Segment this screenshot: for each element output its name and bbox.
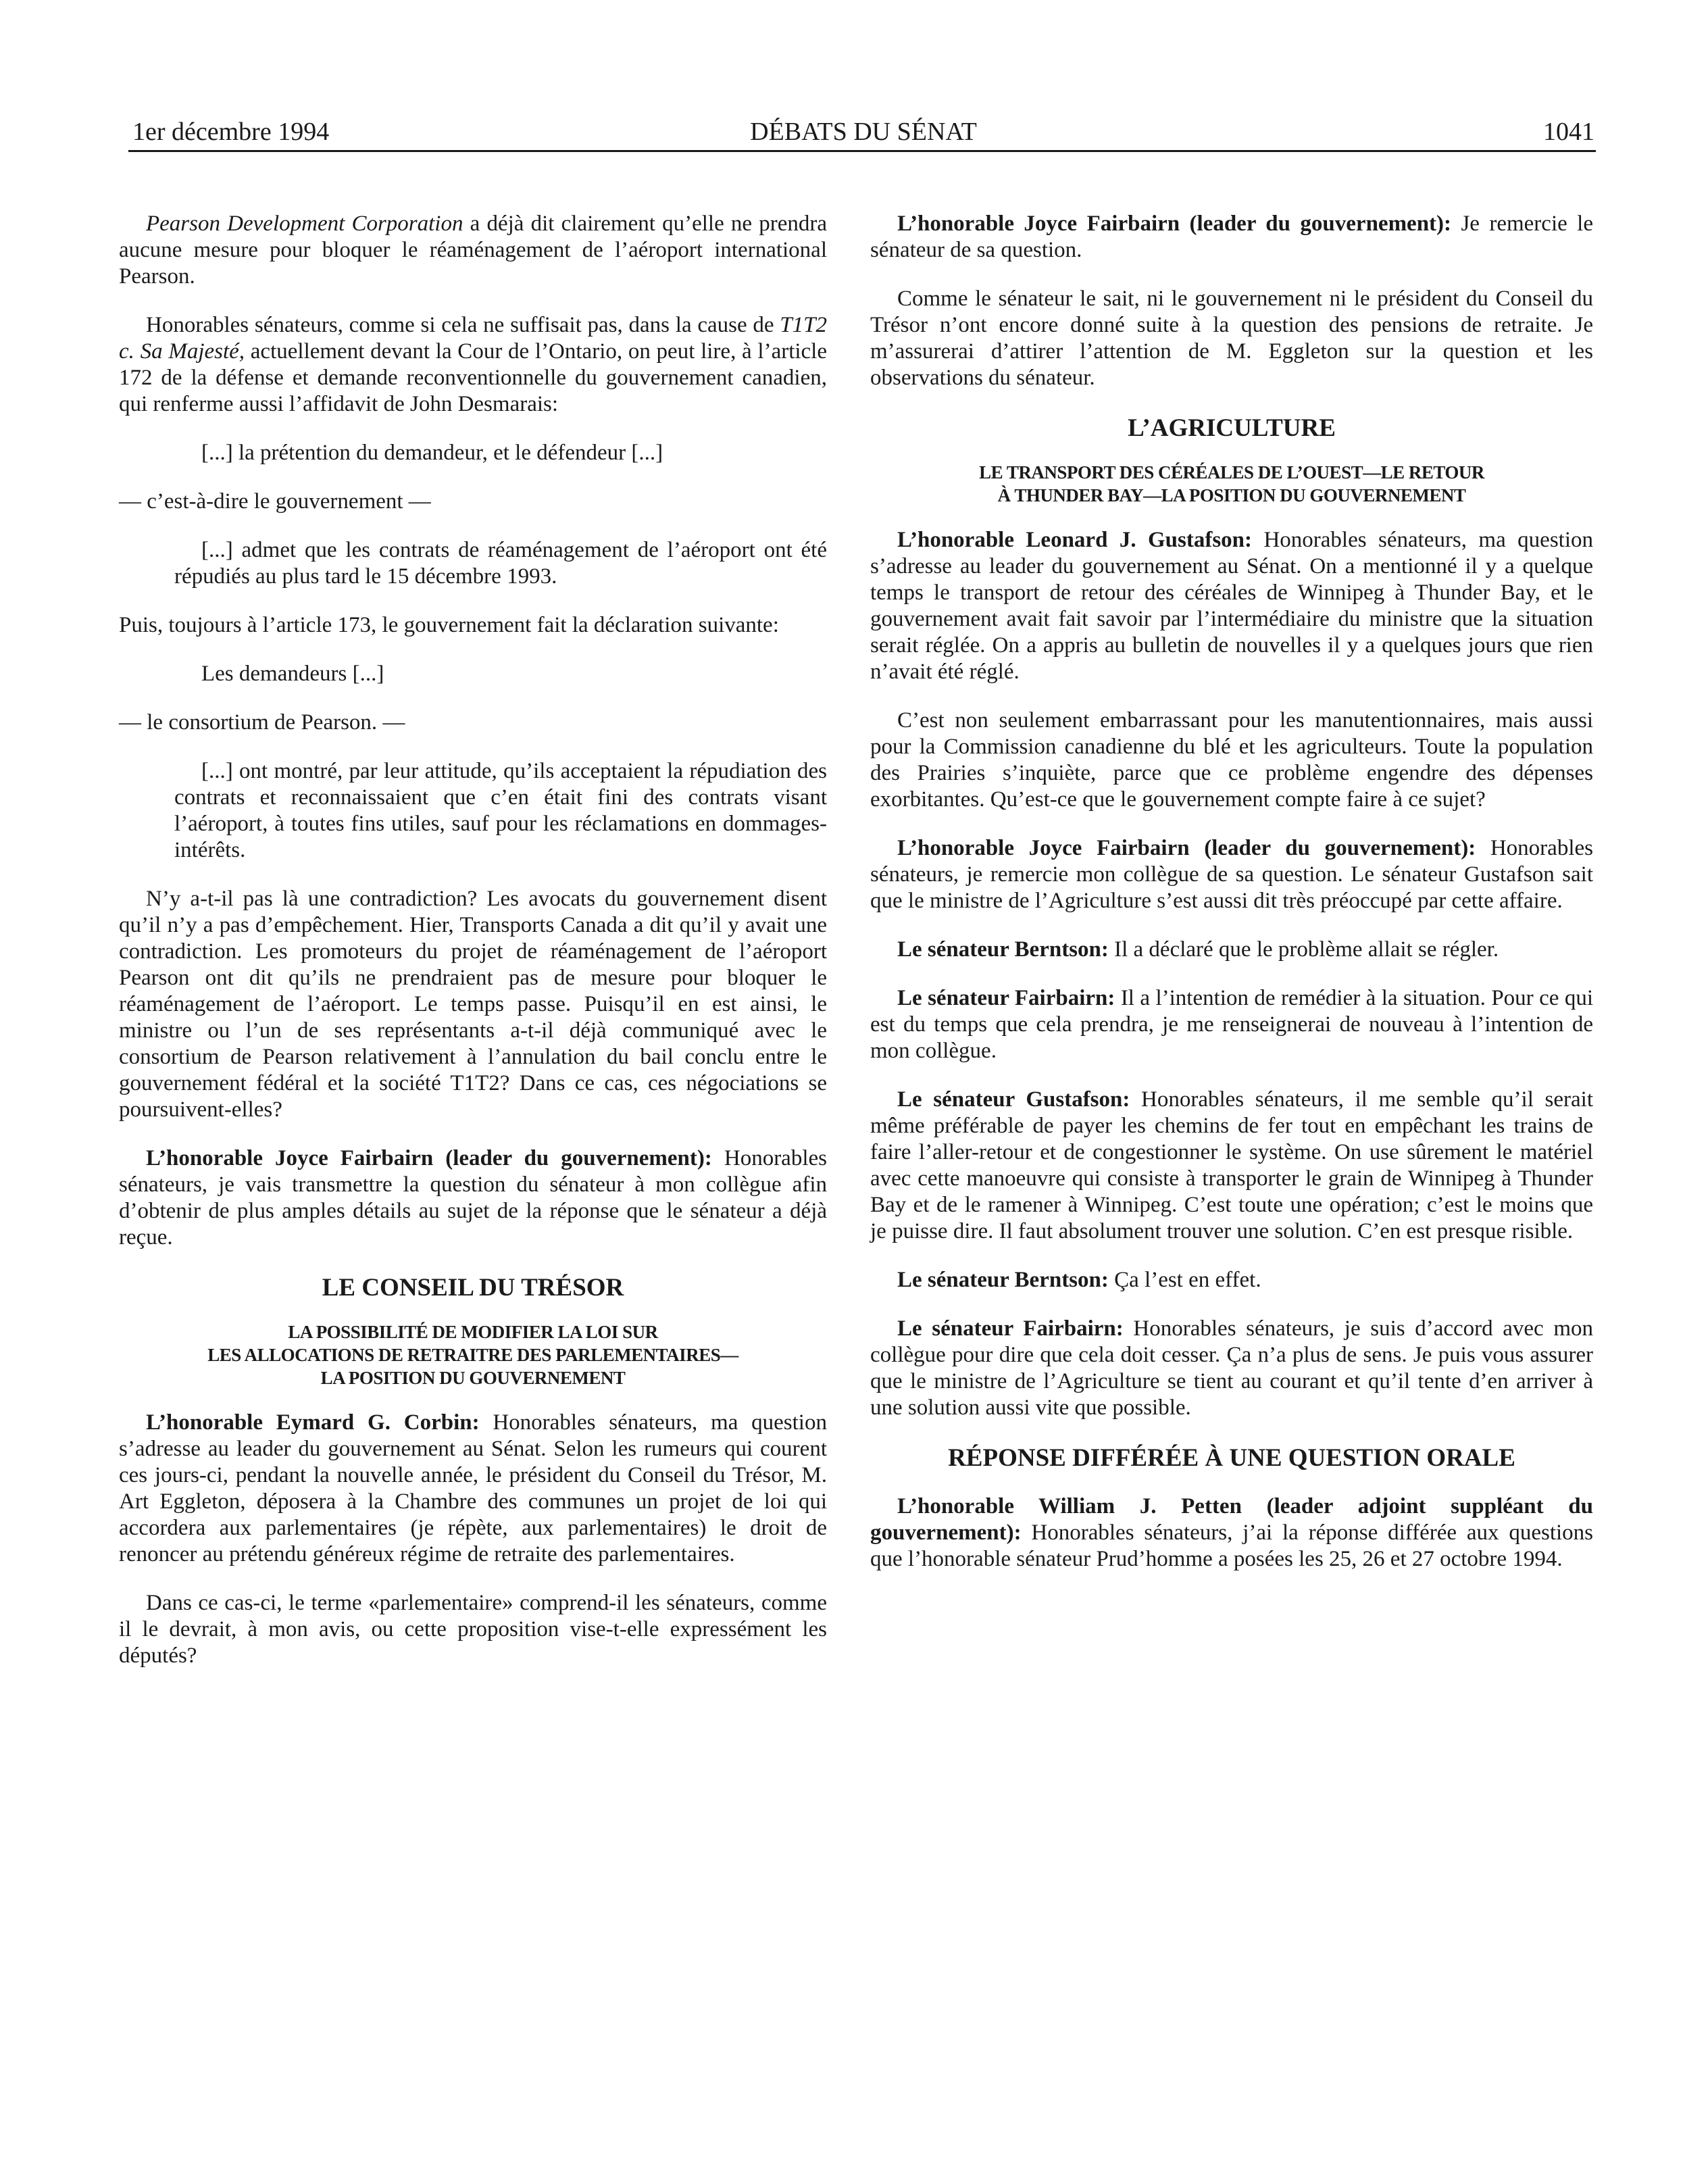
paragraph: C’est non seulement embarrassant pour les manutentionnaires, mais aussi pour la Commission canadienne du blé et les agriculteurs. Toute la population des Prairies s’inquiète, parce que ce problème engendre des dépenses exorbitantes. Qu’est-ce que le gouvernement compte faire à ce sujet?	[870, 708, 1593, 812]
speaker-name: L’honorable Leonard J. Gustafson:	[897, 528, 1253, 552]
left-column	[119, 211, 827, 1691]
speaker-name: L’honorable William J. Petten (leader adjoint suppléant du gouvernement):	[870, 1494, 1593, 1545]
page-header	[132, 115, 1594, 149]
speech	[870, 835, 1593, 914]
speech-text: Honorables sénateurs, il me semble qu’il serait même préférable de payer les chemins de fer tout en empêchant les trains de faire l’aller-retour et de congestionner le système. On use sûrement le matériel avec cette manoeuvre qui consiste à transporter le grain de Winnipeg à Thunder Bay et de le ramener à Winnipeg. C’est toute une opération; c’est le moins que je puisse dire. Il faut absolument trouver une solution. C’en est presque risible.	[870, 1087, 1593, 1243]
block-quote: Les demandeurs [...]	[201, 662, 384, 686]
speech	[870, 527, 1593, 685]
subsection-heading	[870, 461, 1593, 507]
paragraph	[119, 312, 827, 418]
paragraph-text: actuellement devant la Cour de l’Ontario, on peut lire, à l’article 172 de la défense et demande reconventionnelle du gouvernement canadien, qui renferme aussi l’affidavit de John Desmarais:	[119, 339, 828, 416]
speech-text: Honorables sénateurs, ma question s’adresse au leader du gouvernement au Sénat. Selon les rumeurs qui courent ces jours-ci, pendant la nouvelle année, le président du Conseil du Trésor, M. Art Eggleton, déposera à la Chambre des communes un projet de loi qui accordera aux parlementaires (je répète, aux parlementaires) le droit de renoncer au prétendu généreux régime de retraite des parlementaires.	[119, 1410, 827, 1566]
speech-text: Honorables sénateurs, je vais transmettre la question du sénateur à mon collègue afin d’obtenir de plus amples détails au sujet de la réponse que le sénateur a déjà reçue.	[119, 1146, 827, 1250]
speaker-name: Le sénateur Fairbairn:	[897, 1316, 1124, 1341]
speech	[119, 1145, 827, 1251]
interjection: — c’est-à-dire le gouvernement —	[119, 489, 431, 514]
speech	[870, 1316, 1593, 1421]
speech	[870, 1267, 1593, 1293]
subheading-line: À THUNDER BAY—LA POSITION DU GOUVERNEMENT	[997, 485, 1466, 505]
speech	[870, 211, 1593, 264]
speech-text: Je remercie le sénateur de sa question.	[870, 212, 1593, 262]
company-name: Pearson Development Corporation	[146, 212, 463, 236]
paragraph: Puis, toujours à l’article 173, le gouvernement fait la déclaration suivante:	[119, 613, 779, 637]
speech-text: Il a l’intention de remédier à la situation. Pour ce qui est du temps que cela prendra, je me renseignerai de nouveau à l’intention de mon collègue.	[870, 986, 1593, 1063]
section-heading: L’AGRICULTURE	[1128, 414, 1336, 442]
block-quote: [...] admet que les contrats de réaménagement de l’aéroport ont été répudiés au plus tard le 15 décembre 1993.	[174, 538, 827, 589]
speaker-name: L’honorable Joyce Fairbairn (leader du gouvernement):	[897, 836, 1476, 860]
paragraph: N’y a-t-il pas là une contradiction? Les avocats du gouvernement disent qu’il n’y a pas d’empêchement. Hier, Transports Canada a dit qu’il y avait une contradiction. Les promoteurs du projet de réaménagement de l’aéroport Pearson ont dit qu’ils ne prendraient pas de mesure pour bloquer le réaménagement de l’aéroport. Le temps passe. Puisqu’il en est ainsi, le ministre ou l’un de ses représentants a-t-il déjà communiqué avec le consortium de Pearson relativement à l’annulation du bail conclu entre le gouvernement fédéral et la société T1T2? Dans ce cas, ces négociations se poursuivent-elles?	[119, 887, 827, 1122]
section-heading: LE CONSEIL DU TRÉSOR	[322, 1274, 624, 1302]
speech-text: Ça l’est en effet.	[1108, 1268, 1261, 1292]
speaker-name: Le sénateur Fairbairn:	[897, 986, 1115, 1010]
section-heading: RÉPONSE DIFFÉRÉE À UNE QUESTION ORALE	[948, 1444, 1515, 1472]
speaker-name: L’honorable Joyce Fairbairn (leader du gouvernement):	[146, 1146, 712, 1170]
speech	[870, 1087, 1593, 1245]
header-date: 1er décembre 1994	[132, 118, 330, 146]
subheading-line: LES ALLOCATIONS DE RETRAITRE DES PARLEMENTAIRES—	[207, 1345, 738, 1365]
speaker-name: L’honorable Joyce Fairbairn (leader du gouvernement):	[897, 212, 1452, 236]
speech-text: Honorables sénateurs, ma question s’adresse au leader du gouvernement au Sénat. On a mentionné il y a quelque temps le transport de retour des céréales de Winnipeg à Thunder Bay, et le gouvernement avait fait savoir par l’intermédiaire du ministre que la situation serait réglée. On a appris au bulletin de nouvelles il y a quelques jours que rien n’avait été réglé.	[870, 528, 1593, 684]
subsection-heading	[119, 1320, 827, 1389]
speaker-name: Le sénateur Berntson:	[897, 1268, 1109, 1292]
speech-text: Il a déclaré que le problème allait se régler.	[1108, 937, 1499, 962]
speech-text: Honorables sénateurs, j’ai la réponse différée aux questions que l’honorable sénateur Prud’homme a posées les 25, 26 et 27 octobre 1994.	[870, 1520, 1593, 1571]
subheading-line: LA POSSIBILITÉ DE MODIFIER LA LOI SUR	[288, 1322, 658, 1342]
case-name: T1T2 c. Sa Majesté,	[119, 313, 827, 364]
block-quote: [...] la prétention du demandeur, et le défendeur [...]	[201, 441, 663, 465]
speech	[119, 1410, 827, 1568]
subheading-line: LA POSITION DU GOUVERNEMENT	[320, 1368, 626, 1388]
speaker-name: Le sénateur Berntson:	[897, 937, 1109, 962]
paragraph-text: Honorables sénateurs, comme si cela ne suffisait pas, dans la cause de	[146, 313, 780, 337]
interjection: — le consortium de Pearson. —	[119, 710, 405, 735]
paragraph: Comme le sénateur le sait, ni le gouvernement ni le président du Conseil du Trésor n’ont encore donné suite à la question des pensions de retraite. Je m’assurerai d’attirer l’attention de M. Eggleton sur la question et les observations du sénateur.	[870, 287, 1593, 390]
speech	[870, 1493, 1593, 1573]
speech	[870, 985, 1593, 1064]
speaker-name: Le sénateur Gustafson:	[897, 1087, 1130, 1112]
speaker-name: L’honorable Eymard G. Corbin:	[146, 1410, 480, 1435]
right-column	[870, 211, 1593, 1595]
paragraph	[119, 211, 827, 290]
subheading-line: LE TRANSPORT DES CÉRÉALES DE L’OUEST—LE RETOUR	[979, 462, 1484, 483]
paragraph: Dans ce cas-ci, le terme «parlementaire» comprend-il les sénateurs, comme il le devrait, à mon avis, ou cette proposition vise-t-elle expressément les députés?	[119, 1591, 827, 1668]
speech-text: Honorables sénateurs, je remercie mon collègue de sa question. Le sénateur Gustafson sait que le ministre de l’Agriculture s’est aussi dit très préoccupé par cette affaire.	[870, 836, 1593, 913]
header-title: DÉBATS DU SÉNAT	[750, 118, 977, 146]
block-quote: [...] ont montré, par leur attitude, qu’ils acceptaient la répudiation des contrats et reconnaissaient que c’en était fini des contrats visant l’aéroport, à toutes fins utiles, sauf pour les réclamations en dommages-intérêts.	[174, 759, 827, 862]
speech-text: Honorables sénateurs, je suis d’accord avec mon collègue pour dire que cela doit cesser. Ça n’a plus de sens. Je puis vous assurer que le ministre de l’Agriculture se tient au courant et qu’il tente d’en arriver à une solution aussi vite que possible.	[870, 1316, 1594, 1420]
speech	[870, 937, 1593, 963]
paragraph-text: a déjà dit clairement qu’elle ne prendra aucune mesure pour bloquer le réaménagement de l’aéroport international Pearson.	[119, 212, 827, 289]
header-rule	[128, 150, 1596, 152]
header-page-number: 1041	[1543, 118, 1594, 146]
